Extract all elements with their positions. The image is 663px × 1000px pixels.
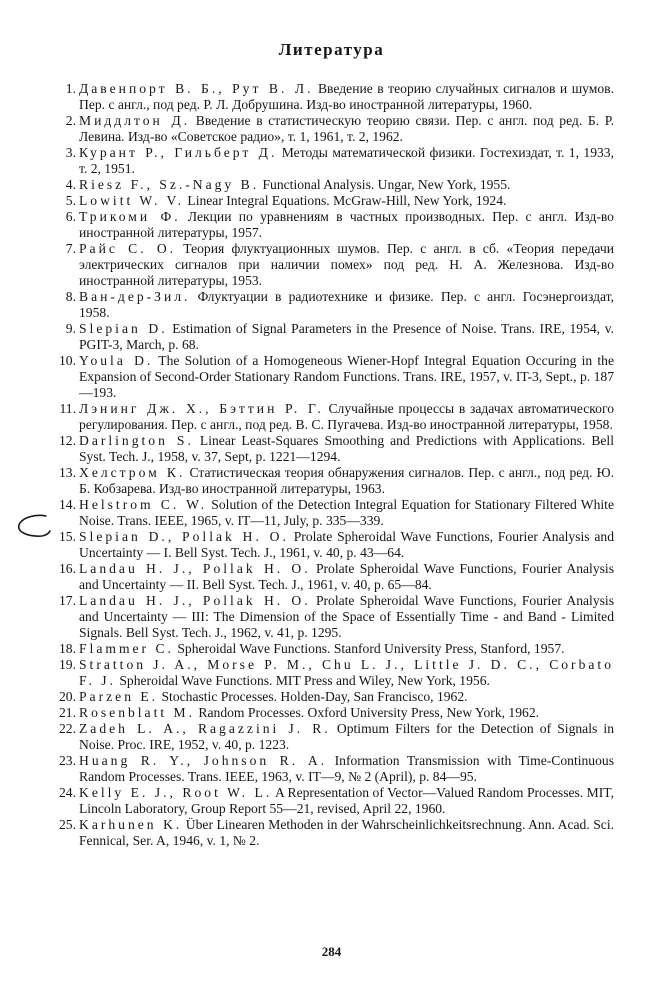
reference-author: Landau H. J., Pollak H. O. — [79, 593, 311, 608]
reference-text: Теория флуктуационных шумов. Пер. с англ. в сб. «Теория передачи электрических сигналов при наличии помех» под ред. Н. А. Железнова. Изд-во иностранной литературы, 1953. — [79, 241, 614, 288]
reference-number: 1. — [65, 81, 76, 96]
reference-item — [58, 561, 614, 593]
reference-number: 18. — [59, 641, 76, 656]
reference-text: Stochastic Processes. Holden-Day, San Francisco, 1962. — [158, 689, 468, 704]
reference-text: Linear Least-Squares Smoothing and Predictions with Applications. Bell Syst. Tech. J., 1958, v. 37, Sept, p. 1221—1294. — [79, 433, 614, 464]
reference-text: Über Linearen Methoden in der Wahrscheinlichkeitsrechnung. Ann. Acad. Sci. Fennical, Ser. A, 1946, v. 1, № 2. — [79, 817, 614, 848]
reference-item — [58, 657, 614, 689]
reference-author: Parzen E. — [79, 689, 159, 704]
reference-text: Prolate Spheroidal Wave Functions, Fourier Analysis and Uncertainty — III: The Dimension of the Space of Essentially Time - and Band - Limited Signals. Bell Syst. Tech. J., 1962, v. 41, p. 1295. — [79, 593, 614, 640]
reference-author: Karhunen K. — [79, 817, 183, 832]
reference-item — [58, 81, 614, 113]
reference-number: 15. — [59, 529, 76, 544]
reference-number: 19. — [59, 657, 76, 672]
reference-number: 17. — [59, 593, 76, 608]
page-title: Литература — [278, 40, 385, 59]
reference-number: 24. — [59, 785, 76, 800]
reference-number: 14. — [59, 497, 76, 512]
reference-item — [58, 529, 614, 561]
reference-number: 10. — [59, 353, 76, 368]
reference-item — [58, 785, 614, 817]
reference-item — [58, 401, 614, 433]
reference-text: Solution of the Detection Integral Equation for Stationary Filtered White Noise. Trans. IEEE, 1965, v. IT—11, July, p. 335—339. — [79, 497, 614, 528]
reference-list — [58, 81, 614, 849]
reference-author: Darlington S. — [79, 433, 194, 448]
reference-text: Статистическая теория обнаружения сигналов. Пер. с англ., под ред. Ю. Б. Кобзарева. Изд-во иностранной литературы, 1963. — [79, 465, 615, 496]
reference-text: Prolate Spheroidal Wave Functions, Fourier Analysis and Uncertainty — II. Bell Syst. Tech. J., 1961, v. 40, p. 65—84. — [79, 561, 614, 592]
reference-author: Huang R. Y., Johnson R. A. — [79, 753, 328, 768]
reference-author: Rosenblatt M. — [79, 705, 196, 720]
reference-author: Трикоми Ф. — [79, 209, 181, 224]
reference-number: 7. — [65, 241, 76, 256]
reference-item — [58, 177, 614, 193]
reference-text: The Solution of a Homogeneous Wiener-Hopf Integral Equation Occuring in the Expansion of Second-Order Stationary Random Functions. Trans. IRE, 1957, v. IT-3, Sept., p. 187—193. — [79, 353, 614, 400]
reference-item — [58, 753, 614, 785]
reference-text: Optimum Filters for the Detection of Signals in Noise. Proc. IRE, 1952, v. 40, p. 1223. — [79, 721, 614, 752]
reference-author: Helstrom C. W. — [79, 497, 208, 512]
reference-text: Spheroidal Wave Functions. Stanford University Press, Stanford, 1957. — [173, 641, 565, 656]
reference-author: Slepian D. — [79, 321, 168, 336]
reference-number: 5. — [65, 193, 76, 208]
reference-text: Functional Analysis. Ungar, New York, 1955. — [259, 177, 511, 192]
reference-author: Lowitt W. V. — [79, 193, 184, 208]
reference-number: 21. — [59, 705, 76, 720]
reference-author: Лэнинг Дж. Х., Бэттин Р. Г. — [79, 401, 324, 416]
reference-item — [58, 465, 614, 497]
reference-item — [58, 145, 614, 177]
reference-item — [58, 641, 614, 657]
reference-number: 16. — [59, 561, 76, 576]
reference-item — [58, 497, 614, 529]
reference-author: Хелстром К. — [79, 465, 186, 480]
reference-item — [58, 209, 614, 241]
reference-author: Давенпорт В. Б., Рут В. Л. — [79, 81, 314, 96]
reference-author: Landau H. J., Pollak H. O. — [79, 561, 311, 576]
reference-item — [58, 241, 614, 289]
reference-number: 23. — [59, 753, 76, 768]
reference-author: Youla D. — [79, 353, 154, 368]
reference-item — [58, 433, 614, 465]
reference-number: 2. — [65, 113, 76, 128]
reference-text: Estimation of Signal Parameters in the Presence of Noise. Trans. IRE, 1954, v. PGIT-3, March, p. 68. — [79, 321, 615, 352]
reference-text: Введение в теорию случайных сигналов и шумов. Пер. с англ., под ред. Р. Л. Добрушина. Изд-во иностранной литературы, 1960. — [79, 81, 614, 112]
reference-number: 25. — [59, 817, 76, 832]
page-number: 284 — [321, 944, 342, 959]
reference-text: Введение в статистическую теорию связи. Пер. с англ. под ред. Б. Р. Левина. Изд-во «Советское радио», т. 1, 1961, т. 2, 1962. — [79, 113, 614, 144]
reference-number: 4. — [65, 177, 76, 192]
reference-text: Лекции по уравнениям в частных производных. Пер. с англ. Изд-во иностранной литературы, 1957. — [79, 209, 614, 240]
reference-number: 13. — [59, 465, 76, 480]
reference-item — [58, 817, 614, 849]
reference-text: Random Processes. Oxford University Press, New York, 1962. — [195, 705, 540, 720]
reference-item — [58, 721, 614, 753]
reference-number: 20. — [59, 689, 76, 704]
reference-text: Linear Integral Equations. McGraw-Hill, New York, 1924. — [184, 193, 507, 208]
reference-number: 12. — [59, 433, 76, 448]
reference-author: Ван-дер-Зил. — [79, 289, 191, 304]
reference-number: 9. — [65, 321, 76, 336]
reference-author: Kelly E. J., Root W. L. — [79, 785, 273, 800]
reference-text: Случайные процессы в задачах автоматического регулирования. Пер. с англ., под ред. В. С. Пугачева. Изд-во иностранной литературы, 1958. — [79, 401, 614, 432]
reference-number: 3. — [65, 145, 76, 160]
reference-item — [58, 193, 614, 209]
reference-number: 6. — [65, 209, 76, 224]
reference-author: Миддлтон Д. — [79, 113, 191, 128]
reference-text: Флуктуации в радиотехнике и физике. Пер. с англ. Госэнергоиздат, 1958. — [79, 289, 614, 320]
reference-item — [58, 113, 614, 145]
reference-number: 22. — [59, 721, 76, 736]
reference-item — [58, 689, 614, 705]
reference-author: Stratton J. A., Morse P. M., Chu L. J., Little J. D. C., Corbato F. J. — [79, 657, 614, 688]
reference-author: Riesz F., Sz.-Nagy B. — [79, 177, 260, 192]
reference-text: Information Transmission with Time-Continuous Random Processes. Trans. IEEE, 1963, v. IT—9, № 2 (April), p. 84—95. — [79, 753, 614, 784]
reference-item — [58, 353, 614, 401]
reference-item — [58, 705, 614, 721]
reference-number: 8. — [65, 289, 76, 304]
reference-author: Flammer C. — [79, 641, 174, 656]
reference-text: Spheroidal Wave Functions. MIT Press and Wiley, New York, 1956. — [115, 673, 490, 688]
reference-item — [58, 593, 614, 641]
reference-item — [58, 289, 614, 321]
reference-author: Курант Р., Гильберт Д. — [79, 145, 278, 160]
reference-author: Zadeh L. A., Ragazzini J. R. — [79, 721, 331, 736]
reference-text: Методы математической физики. Гостехиздат, т. 1, 1933, т. 2, 1951. — [79, 145, 614, 176]
reference-number: 11. — [59, 401, 76, 416]
reference-item — [58, 321, 614, 353]
reference-author: Slepian D., Pollak H. O. — [79, 529, 289, 544]
reference-text: A Representation of Vector—Valued Random Processes. MIT, Lincoln Laboratory, Group Report 55—21, revised, April 22, 1960. — [79, 785, 614, 816]
reference-text: Prolate Spheroidal Wave Functions, Fourier Analysis and Uncertainty — I. Bell Syst. Tech. J., 1961, v. 40, p. 43—64. — [79, 529, 615, 560]
reference-author: Райс С. О. — [79, 241, 177, 256]
